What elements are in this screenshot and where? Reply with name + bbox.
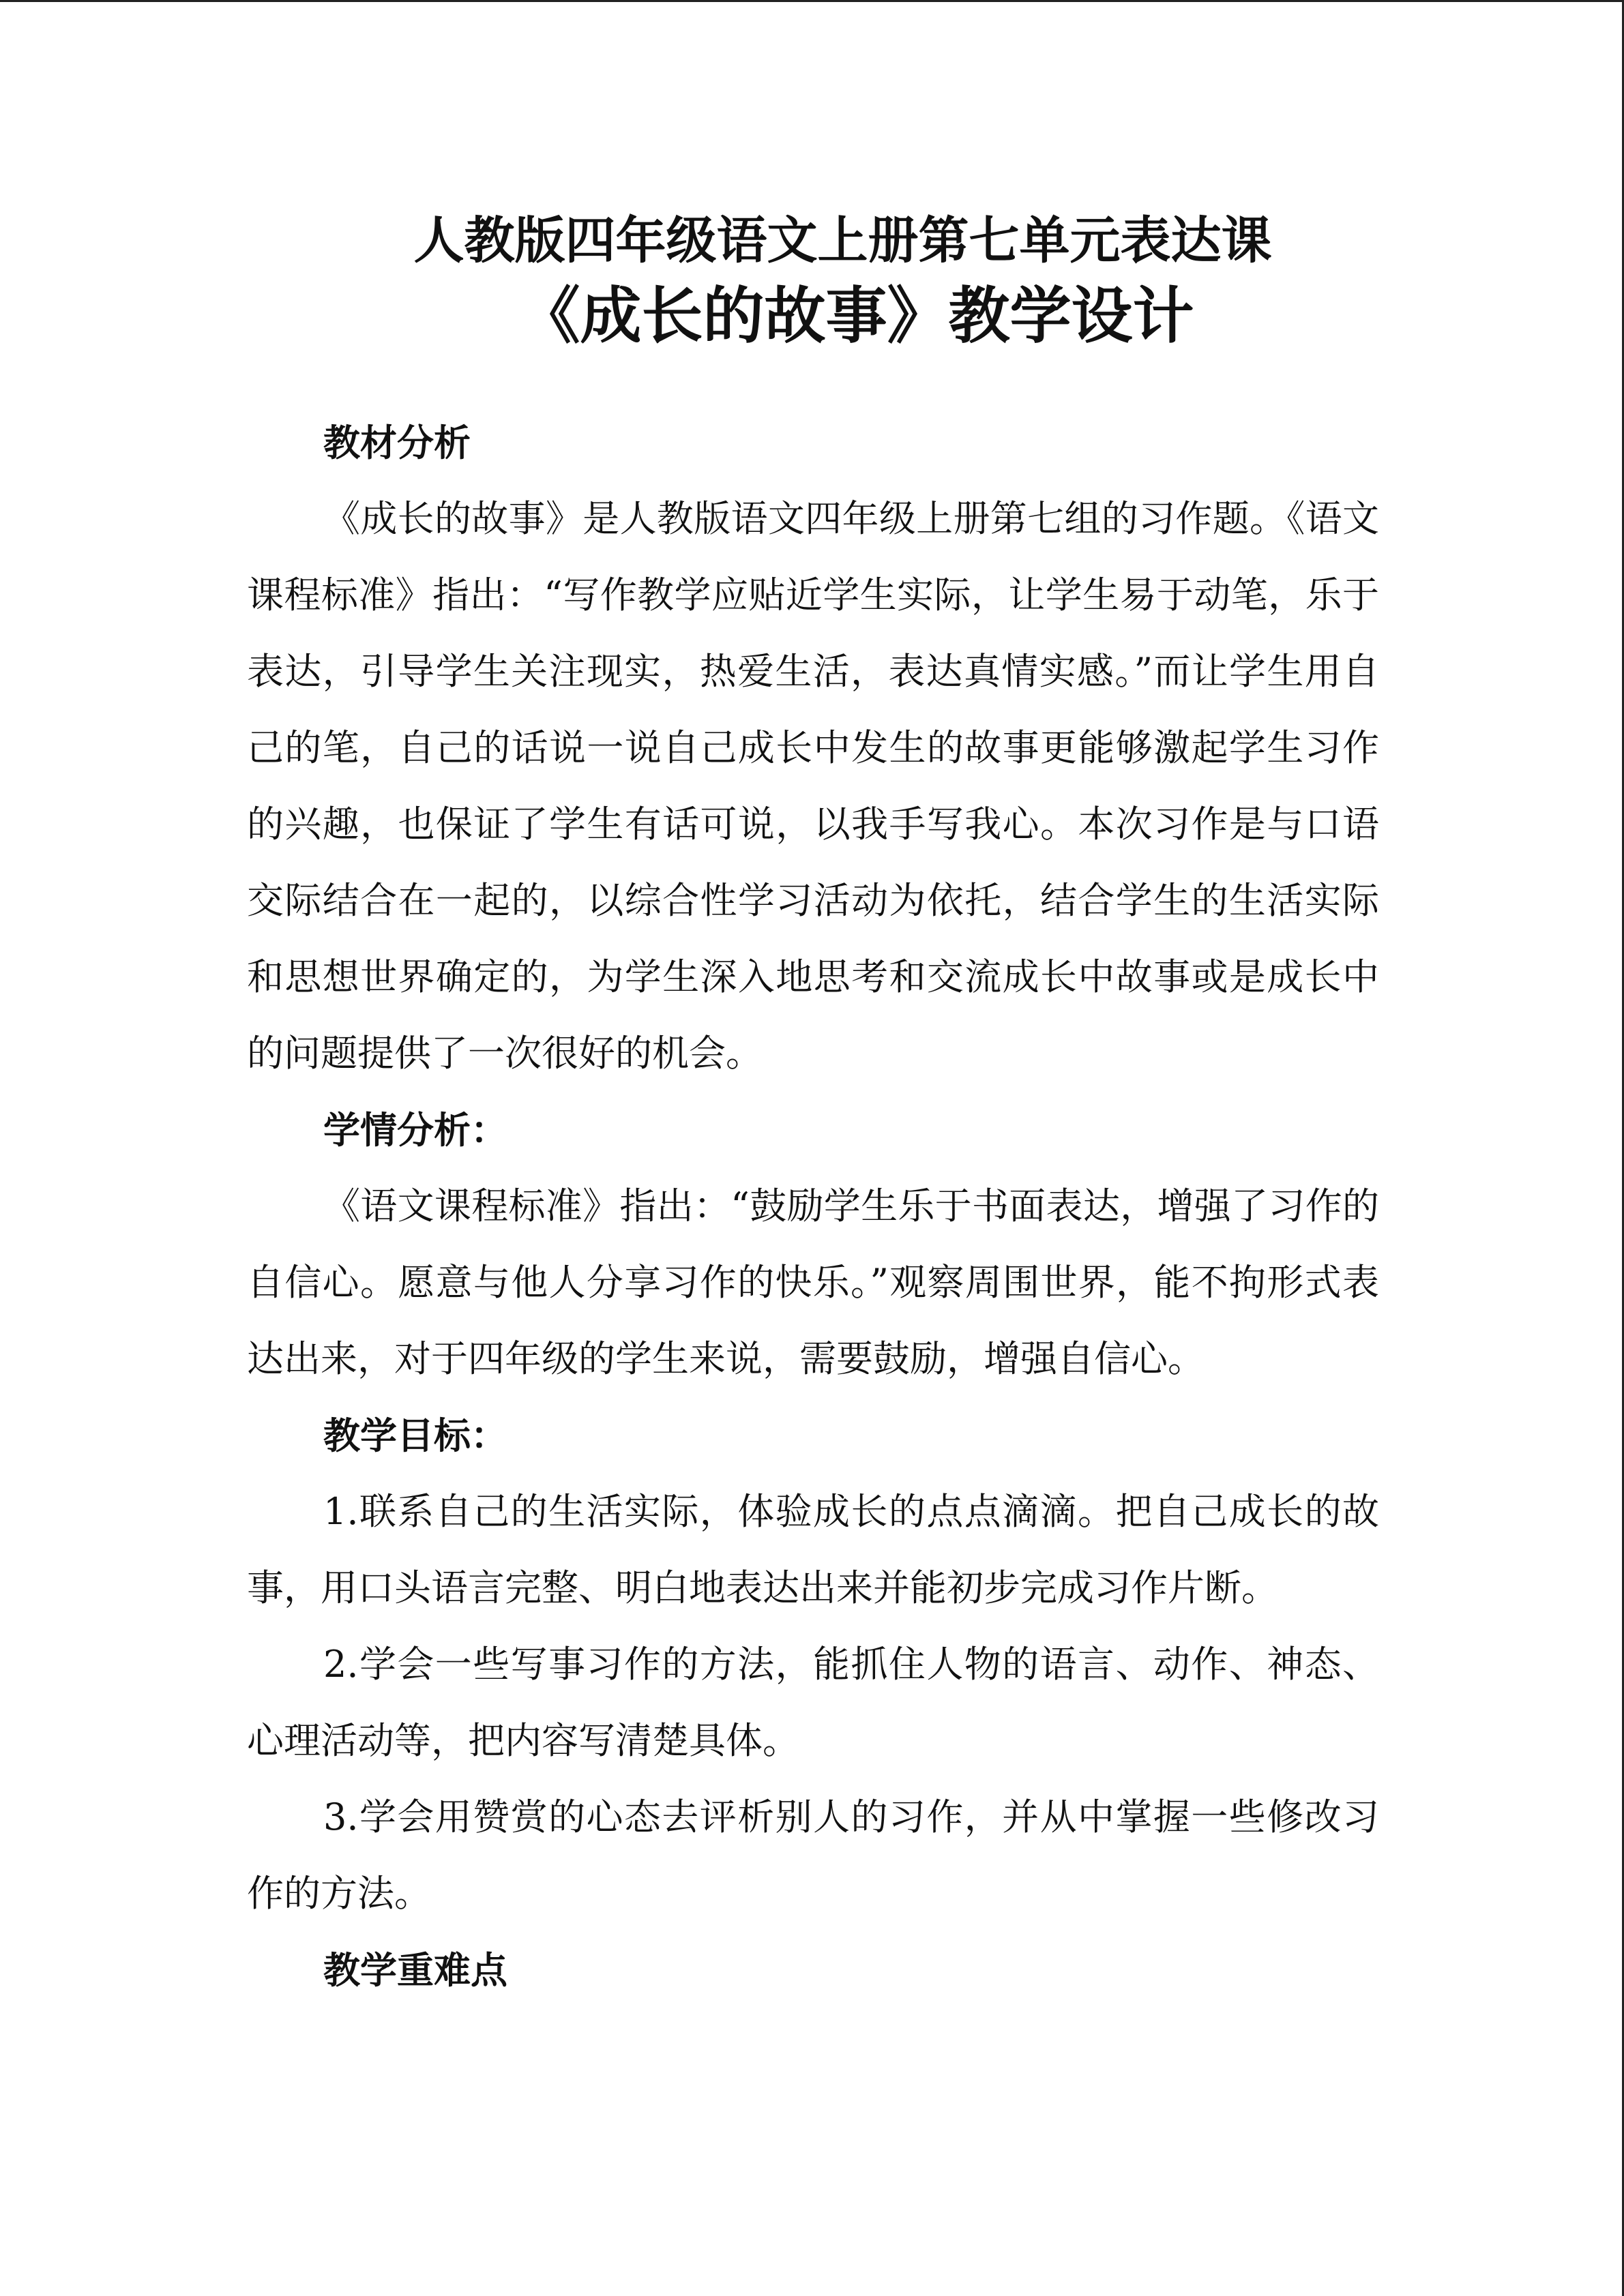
section-heading-students: 学情分析： bbox=[323, 1108, 507, 1152]
document-title-line-2: 《成长的故事》教学设计 bbox=[518, 280, 1194, 352]
document-body bbox=[247, 404, 1379, 2008]
objective-item-3: 3.学会用赞赏的心态去评析别人的习作，并从中掌握一些修改习作的方法。 bbox=[247, 1795, 1379, 1915]
document-title-line-1: 人教版四年级语文上册第七单元表达课 bbox=[413, 211, 1272, 270]
objective-item-2: 2.学会一些写事习作的方法，能抓住人物的语言、动作、神态、心理活动等，把内容写清楚具体。 bbox=[247, 1643, 1379, 1762]
section-paragraph-materials: 《成长的故事》是人教版语文四年级上册第七组的习作题。《语文课程标准》指出：“写作教学应贴近学生实际，让学生易于动笔，乐于表达，引导学生关注现实，热爱生活，表达真情实感。”而让学生用自己的笔，自己的话说一说自己成长中发生的故事更能够激起学生习作的兴趣，也保证了学生有话可说，以我手写我心。本次习作是与口语交际结合在一起的，以综合性学习活动为依托，结合学生的生活实际和思想世界确定的，为学生深入地思考和交流成长中故事或是成长中的问题提供了一次很好的机会。 bbox=[247, 497, 1379, 1075]
section-paragraph-students: 《语文课程标准》指出：“鼓励学生乐于书面表达，增强了习作的自信心。愿意与他人分享习作的快乐。”观察周围世界，能不拘形式表达出来，对于四年级的学生来说，需要鼓励，增强自信心。 bbox=[247, 1184, 1379, 1380]
objective-item-1: 1.联系自己的生活实际，体验成长的点点滴滴。把自己成长的故事，用口头语言完整、明白地表达出来并能初步完成习作片断。 bbox=[247, 1490, 1379, 1609]
section-heading-materials: 教材分析 bbox=[323, 421, 471, 464]
section-heading-key-points: 教学重难点 bbox=[323, 1948, 507, 1992]
section-heading-objectives: 教学目标： bbox=[323, 1414, 507, 1457]
